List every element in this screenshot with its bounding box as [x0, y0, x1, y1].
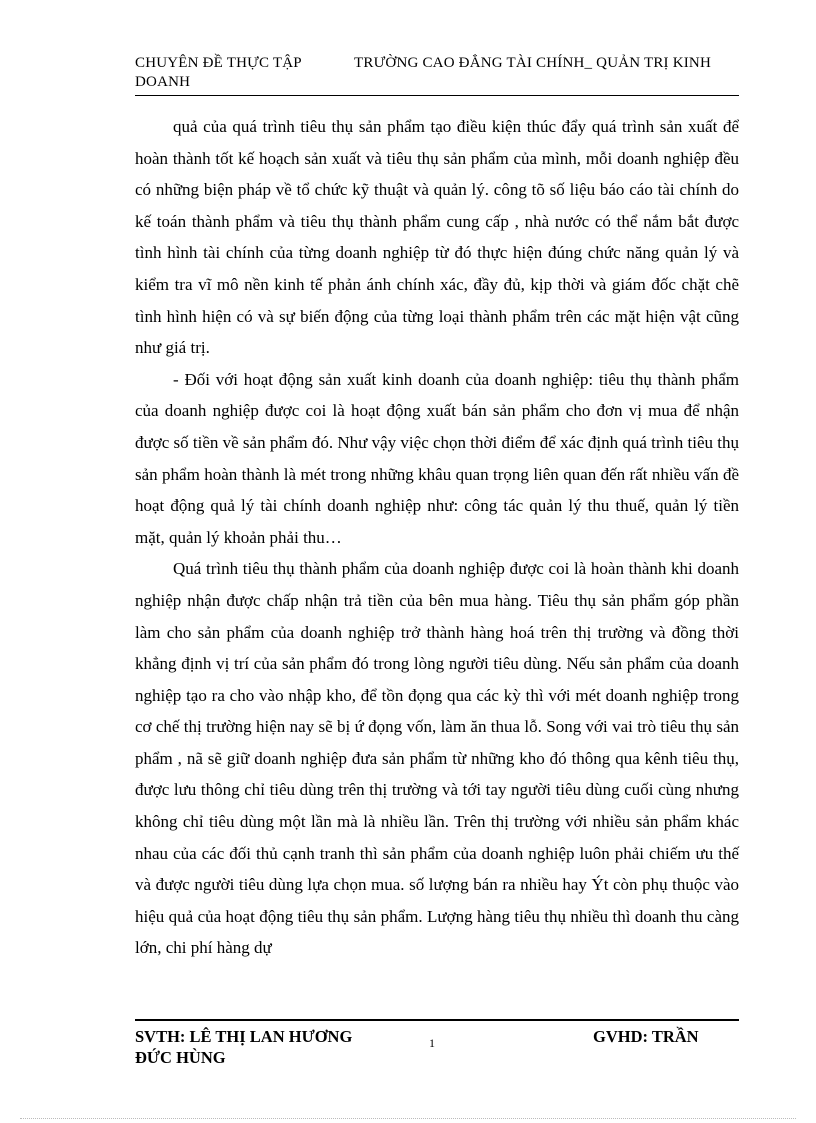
- page-header: [135, 54, 739, 96]
- paragraph-continued: quả của quá trình tiêu thụ sản phẩm tạo điều kiện thúc đẩy quá trình sản xuất để hoàn thành tốt kế hoạch sản xuất và tiêu thụ sản phẩm của mình, mỗi doanh nghiệp đều có những biện pháp về tổ chức kỹ thuật và quản lý. công tõ số liệu báo cáo tài chính do kế toán thành phẩm và tiêu thụ thành phẩm cung cấp , nhà nước có thể nắm bắt được tình hình tài chính của từng doanh nghiệp từ đó thực hiện đúng chức năng quản lý và kiểm tra vĩ mô nền kinh tế phản ánh chính xác, đầy đủ, kịp thời và giám đốc chặt chẽ tình hình hiện có và sự biến động của từng loại thành phẩm trên các mặt hiện vật cũng như giá trị.: [135, 117, 739, 358]
- header-school-name: TRƯỜNG CAO ĐẲNG TÀI CHÍNH_ QUẢN TRỊ KINH: [354, 55, 711, 71]
- footer-supervisor: GVHD: TRẦN: [593, 1027, 699, 1046]
- header-left-continuation: DOANH: [135, 74, 191, 90]
- page-bottom-divider: [20, 1118, 796, 1119]
- paragraph-business-activity: - Đối với hoạt động sản xuất kinh doanh của doanh nghiệp: tiêu thụ thành phẩm của doanh nghiệp được coi là hoạt động xuất bán sản phẩm cho đơn vị mua để nhận được số tiền về sản phẩm đó. Như vậy việc chọn thời điểm để xác định quá trình tiêu thụ sản phẩm hoàn thành là mét trong những khâu quan trọng liên quan đến rất nhiều vấn đề hoạt động quả lý tài chính doanh nghiệp như: công tác quản lý thu thuế, quản lý tiền mặt, quản lý khoản phải thu…: [135, 369, 739, 547]
- header-left-title: CHUYÊN ĐỀ THỰC TẬP: [135, 55, 302, 71]
- paragraph-consumption-process: Quá trình tiêu thụ thành phẩm của doanh nghiệp được coi là hoàn thành khi doanh nghiệp nhận được chấp nhận trả tiền của bên mua hàng. Tiêu thụ sản phẩm góp phần làm cho sản phẩm của doanh nghiệp trở thành hàng hoá trên thị trường và đồng thời khẳng định vị trí của sản phẩm đó trong lòng người tiêu dùng. Nếu sản phẩm của doanh nghiệp tạo ra cho vào nhập kho, để tồn đọng qua các kỳ thì với mét doanh nghiệp trong cơ chế thị trường hiện nay sẽ bị ứ đọng vốn, làm ăn thua lỗ. Song với vai trò tiêu thụ sản phẩm , nã sẽ giữ doanh nghiệp đưa sản phẩm từ những kho đó thông qua kênh tiêu thụ, được lưu thông chỉ tiêu dùng trên thị trường và tới tay người tiêu dùng cuối cùng nhưng không chỉ tiêu dùng một lần mà là nhiều lần. Trên thị trường với nhiều sản phẩm khác nhau của các đối thủ cạnh tranh thì sản phẩm của doanh nghiệp luôn phải chiếm ưu thế và được người tiêu dùng lựa chọn mua. số lượng bán ra nhiều hay Ýt còn phụ thuộc vào hiệu quả của hoạt động tiêu thụ sản phẩm. Lượng hàng tiêu thụ nhiều thì doanh thu càng lớn, chi phí hàng dự: [135, 559, 739, 958]
- page-footer: [135, 1019, 739, 1067]
- document-body: [135, 111, 739, 964]
- page-number: 1: [429, 1036, 435, 1050]
- footer-supervisor-continuation: ĐỨC HÙNG: [135, 1048, 226, 1067]
- footer-student: SVTH: LÊ THỊ LAN HƯƠNG: [135, 1027, 353, 1046]
